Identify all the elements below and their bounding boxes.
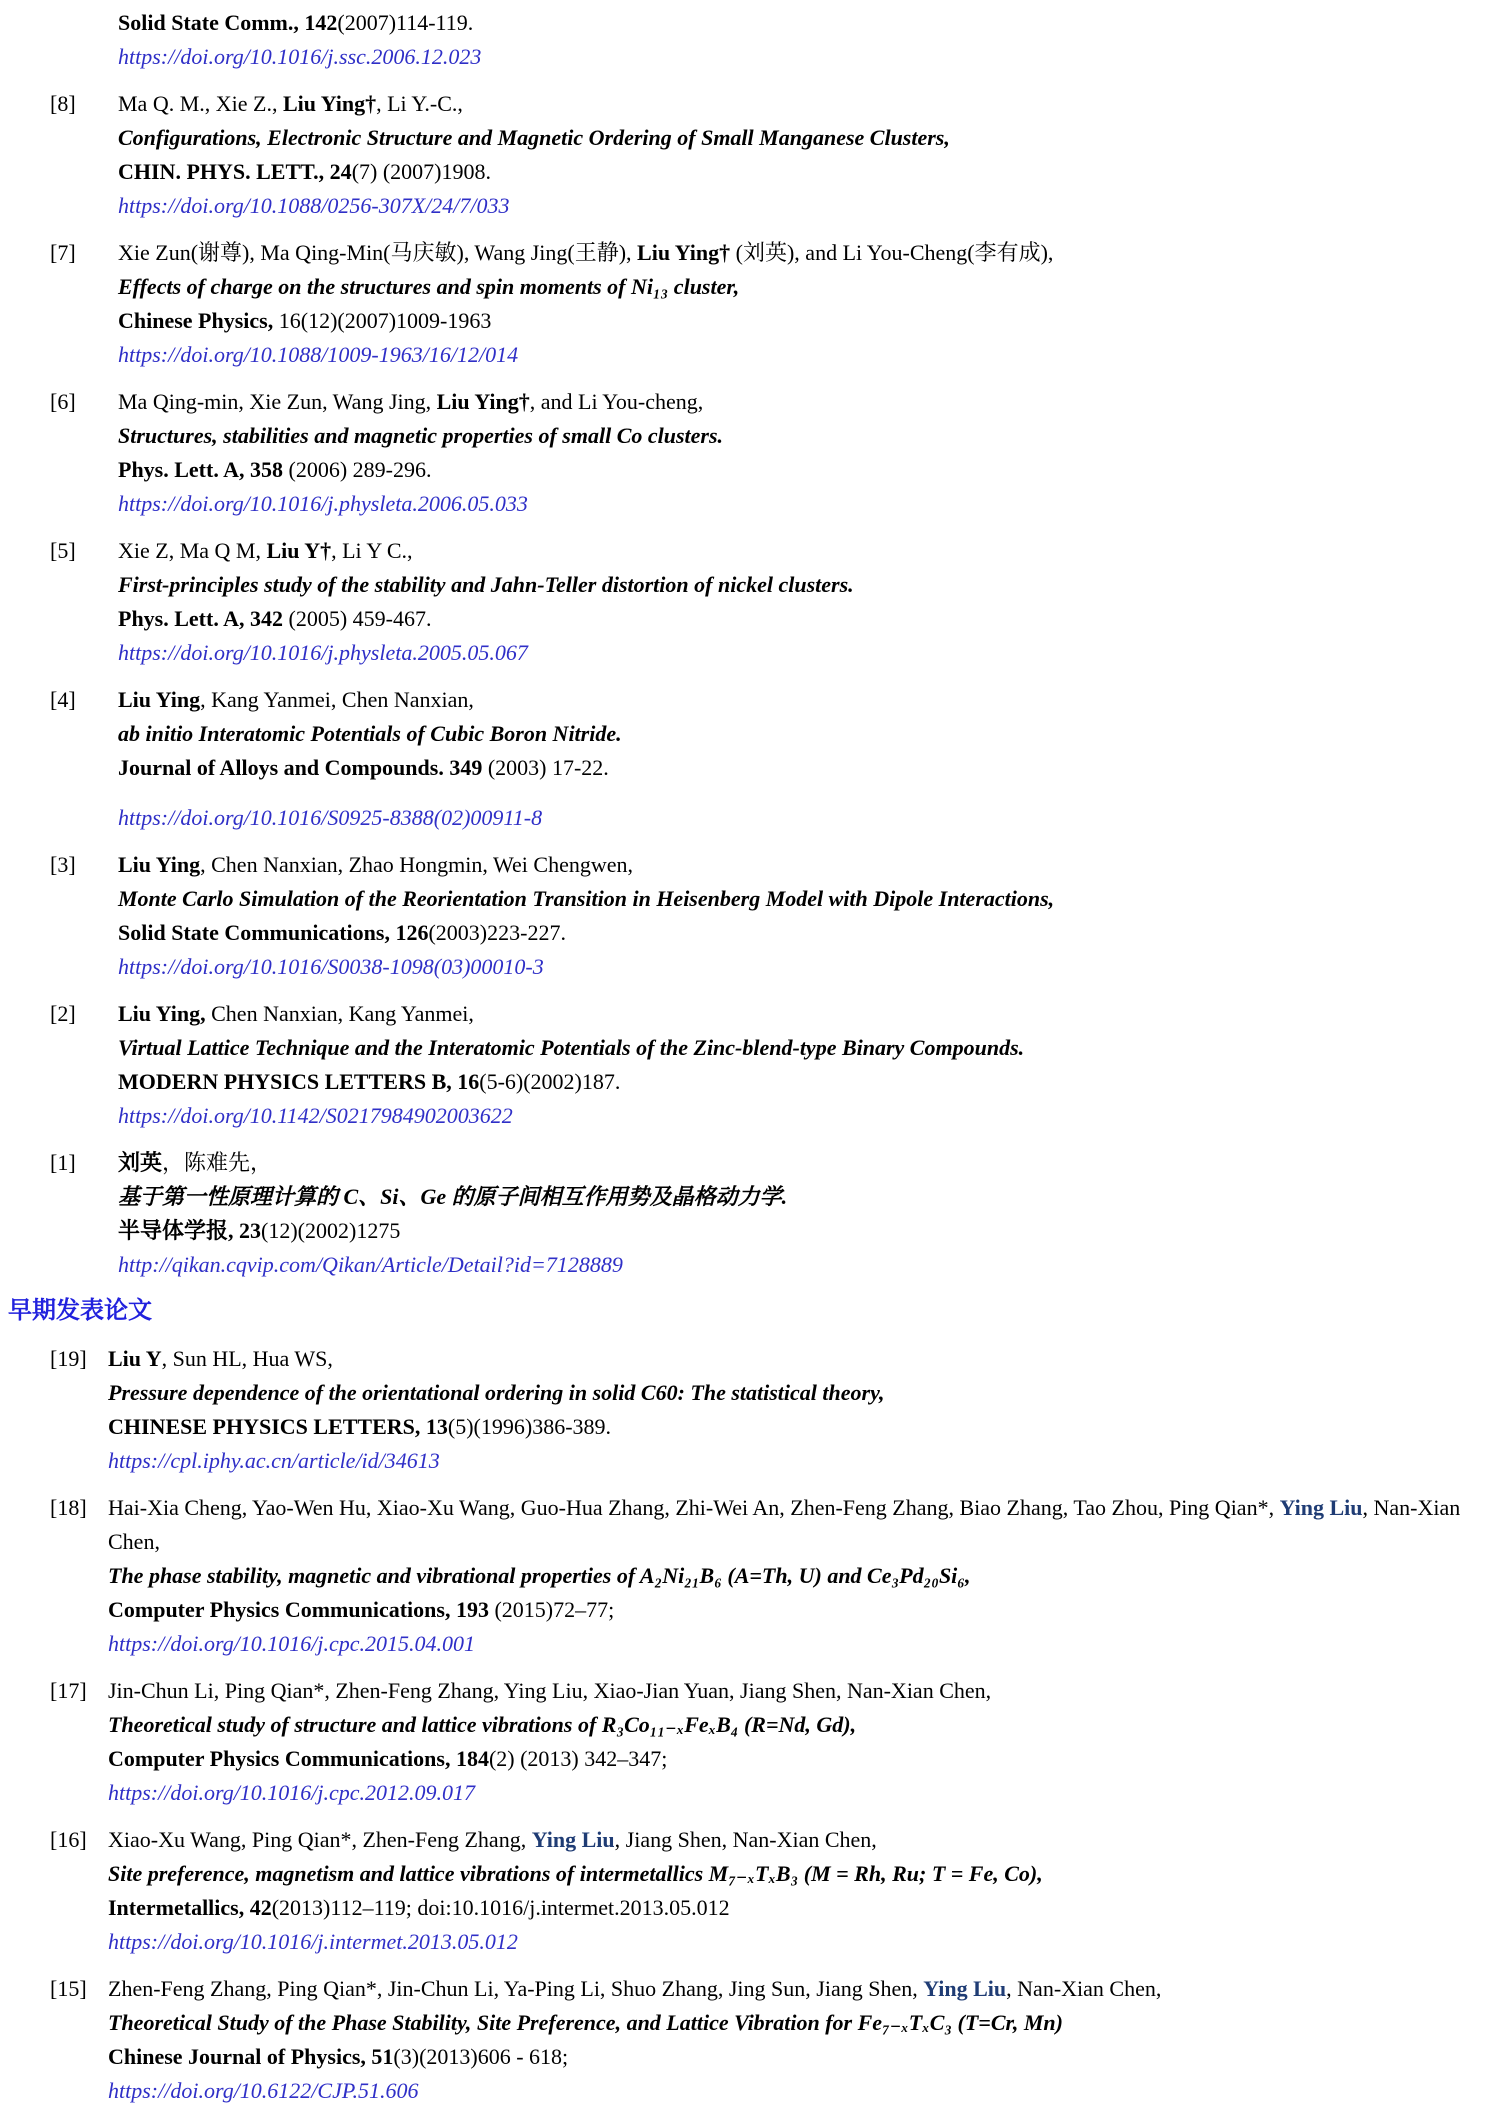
reference-item <box>50 534 1500 670</box>
reference-journal <box>108 1410 1496 1444</box>
text-segment: 16(12)(2007)1009-1963 <box>273 308 492 333</box>
reference-number: [8] <box>50 91 76 116</box>
reference-journal <box>108 2040 1496 2074</box>
reference-title: First-principles study of the stability and Jahn-Teller distortion of nickel clusters. <box>118 572 854 597</box>
reference-title: Configurations, Electronic Structure and Magnetic Ordering of Small Manganese Clusters, <box>118 125 950 150</box>
text-segment: Xie Zun(谢尊), Ma Qing-Min(马庆敏), Wang Jing(王静), <box>118 240 638 265</box>
reference-title: 基于第一性原理计算的 C、Si、Ge 的原子间相互作用势及晶格动力学. <box>118 1184 788 1209</box>
bold-text-segment: CHINESE PHYSICS LETTERS, 13 <box>108 1414 448 1439</box>
reference-journal <box>118 155 1496 189</box>
bold-text-segment: Phys. Lett. A, 358 <box>118 457 283 482</box>
text-segment: , Sun HL, Hua WS, <box>161 1346 333 1371</box>
reference-title: Site preference, magnetism and lattice vibrations of intermetallics M₇₋ₓTₓB₃ (M = Rh, Ru; T = Fe, Co), <box>108 1861 1043 1886</box>
text-segment: Xie Z, Ma Q M, <box>118 538 267 563</box>
reference-doi-link[interactable]: https://doi.org/10.1016/j.cpc.2012.09.017 <box>108 1780 476 1805</box>
reference-title: Monte Carlo Simulation of the Reorientation Transition in Heisenberg Model with Dipole Interactions, <box>118 886 1055 911</box>
reference-title: The phase stability, magnetic and vibrational properties of A₂Ni₂₁B₆ (A=Th, U) and Ce₃Pd₂₀Si₆, <box>108 1563 971 1588</box>
text-segment: ，陈难先， <box>162 1150 273 1175</box>
reference-doi-link[interactable]: https://doi.org/10.1016/S0038-1098(03)00010-3 <box>118 954 544 979</box>
reference-doi-link[interactable]: http://qikan.cqvip.com/Qikan/Article/Detail?id=7128889 <box>118 1252 623 1277</box>
text-segment: (3)(2013)606 - 618; <box>393 2044 569 2069</box>
text-segment: , Nan-Xian Chen, <box>1006 1976 1162 2001</box>
text-segment: (2005) 459-467. <box>283 606 432 631</box>
text-segment: (2003) 17-22. <box>482 755 609 780</box>
bold-text-segment: Solid State Communications, 126 <box>118 920 429 945</box>
reference-title: Pressure dependence of the orientational ordering in solid C60: The statistical theory, <box>108 1380 885 1405</box>
reference-title: Virtual Lattice Technique and the Interatomic Potentials of the Zinc-blend-type Binary Compounds. <box>118 1035 1025 1060</box>
bold-text-segment: Liu Ying† <box>637 240 731 265</box>
text-segment: Jin-Chun Li, Ping Qian*, Zhen-Feng Zhang, Ying Liu, Xiao-Jian Yuan, Jiang Shen, Nan-Xian Chen, <box>108 1678 992 1703</box>
reference-doi-link[interactable]: https://doi.org/10.1016/j.intermet.2013.05.012 <box>108 1929 518 1954</box>
bold-text-segment: Computer Physics Communications, 184 <box>108 1746 489 1771</box>
bold-text-segment: Liu Ying, <box>118 1001 206 1026</box>
reference-item <box>50 1823 1500 1959</box>
reference-journal <box>118 1065 1496 1099</box>
text-segment: , Chen Nanxian, Zhao Hongmin, Wei Chengwen, <box>200 852 633 877</box>
reference-number: [16] <box>50 1827 87 1852</box>
text-segment: (5)(1996)386-389. <box>447 1414 612 1439</box>
bold-text-segment: Liu Ying† <box>436 389 530 414</box>
text-segment: (2013)112–119; doi:10.1016/j.intermet.2013.05.012 <box>271 1895 730 1920</box>
reference-journal <box>118 304 1496 338</box>
reference-authors <box>118 87 1496 121</box>
text-segment: (2) (2013) 342–347; <box>488 1746 668 1771</box>
reference-fragment <box>118 6 1500 74</box>
reference-journal <box>118 751 1496 785</box>
bold-text-segment: Journal of Alloys and Compounds. 349 <box>118 755 483 780</box>
text-segment: Xiao-Xu Wang, Ping Qian*, Zhen-Feng Zhang, <box>108 1827 532 1852</box>
reference-number: [1] <box>50 1150 76 1175</box>
reference-doi-link[interactable]: https://doi.org/10.1016/S0925-8388(02)00911-8 <box>118 805 543 830</box>
reference-item <box>50 848 1500 984</box>
text-segment: , and Li You-cheng, <box>529 389 704 414</box>
reference-number: [5] <box>50 538 76 563</box>
text-segment: Hai-Xia Cheng, Yao-Wen Hu, Xiao-Xu Wang, Guo-Hua Zhang, Zhi-Wei An, Zhen-Feng Zhang, Biao Zhang, Tao Zhou, Ping Qian*, <box>108 1495 1280 1520</box>
reference-number: [19] <box>50 1346 87 1371</box>
text-segment: (12)(2002)1275 <box>261 1218 401 1243</box>
reference-number: [15] <box>50 1976 87 2001</box>
bold-text-segment: Liu Y <box>108 1346 162 1371</box>
bold-text-segment: 半导体学报, 23 <box>118 1218 262 1243</box>
reference-doi-link[interactable]: https://doi.org/10.6122/CJP.51.606 <box>108 2078 419 2103</box>
reference-item <box>50 1146 1500 1282</box>
reference-authors <box>118 385 1496 419</box>
reference-item <box>50 87 1500 223</box>
text-segment: (5-6)(2002)187. <box>479 1069 621 1094</box>
bold-text-segment: Liu Ying <box>118 687 201 712</box>
reference-title: Structures, stabilities and magnetic properties of small Co clusters. <box>118 423 724 448</box>
reference-authors <box>108 1674 1496 1708</box>
bold-text-segment: Solid State Comm., 142 <box>118 10 338 35</box>
text-segment: (2003)223-227. <box>428 920 566 945</box>
reference-authors <box>108 1823 1496 1857</box>
reference-doi-link[interactable]: https://doi.org/10.1016/j.cpc.2015.04.001 <box>108 1631 476 1656</box>
reference-authors <box>108 1491 1496 1559</box>
reference-authors <box>118 848 1496 882</box>
reference-number: [2] <box>50 1001 76 1026</box>
highlighted-author-name: Ying Liu <box>531 1827 615 1852</box>
text-segment: , Jiang Shen, Nan-Xian Chen, <box>614 1827 877 1852</box>
reference-item <box>50 236 1500 372</box>
reference-title: Theoretical study of structure and lattice vibrations of R₃Co₁₁₋ₓFeₓB₄ (R=Nd, Gd), <box>108 1712 857 1737</box>
bold-text-segment: Phys. Lett. A, 342 <box>118 606 283 631</box>
reference-number: [18] <box>50 1495 87 1520</box>
text-segment: Ma Q. M., Xie Z., <box>118 91 283 116</box>
highlighted-author-name: Ying Liu <box>1279 1495 1363 1520</box>
text-segment: , Li Y C., <box>331 538 413 563</box>
reference-title: ab initio Interatomic Potentials of Cubic Boron Nitride. <box>118 721 622 746</box>
reference-authors <box>118 534 1496 568</box>
highlighted-author-name: Ying Liu <box>923 1976 1007 2001</box>
reference-item <box>50 683 1500 835</box>
text-segment: (2015)72–77; <box>488 1597 615 1622</box>
reference-doi-link[interactable]: https://doi.org/10.1016/j.physleta.2006.05.033 <box>118 491 528 516</box>
reference-number: [4] <box>50 687 76 712</box>
reference-journal <box>118 916 1496 950</box>
reference-journal <box>108 1891 1496 1925</box>
reference-authors <box>108 1342 1496 1376</box>
reference-title: Theoretical Study of the Phase Stability, Site Preference, and Lattice Vibration for Fe₇₋ₓTₓC₃ (T=Cr, Mn) <box>108 2010 1063 2035</box>
bold-text-segment: Chinese Physics, <box>118 308 274 333</box>
reference-item <box>50 1972 1500 2108</box>
reference-title: Effects of charge on the structures and spin moments of Ni₁₃ cluster, <box>118 274 740 299</box>
reference-authors <box>118 236 1496 270</box>
bold-text-segment: Liu Ying† <box>282 91 377 116</box>
reference-item <box>50 1342 1500 1478</box>
bold-text-segment: Liu Ying <box>118 852 201 877</box>
text-segment: , Nan-Xian Chen, <box>108 1495 1461 1554</box>
reference-item <box>50 1491 1500 1661</box>
early-papers-heading: 早期发表论文 <box>8 1298 152 1324</box>
early-publications-list <box>0 1342 1500 2108</box>
reference-number: [6] <box>50 389 76 414</box>
reference-doi-link[interactable]: https://cpl.iphy.ac.cn/article/id/34613 <box>108 1448 440 1473</box>
text-segment: (2007)114-119. <box>337 10 474 35</box>
reference-number: [7] <box>50 240 76 265</box>
text-segment: , Kang Yanmei, Chen Nanxian, <box>200 687 474 712</box>
bold-text-segment: Intermetallics, 42 <box>108 1895 272 1920</box>
reference-doi-link[interactable]: https://doi.org/10.1016/j.physleta.2005.05.067 <box>118 640 528 665</box>
bold-text-segment: Liu Y† <box>266 538 332 563</box>
reference-item <box>50 997 1500 1133</box>
fragment-doi-link[interactable]: https://doi.org/10.1016/j.ssc.2006.12.023 <box>118 44 482 69</box>
text-segment: , Li Y.-C., <box>376 91 463 116</box>
bold-text-segment: Chinese Journal of Physics, 51 <box>108 2044 394 2069</box>
reference-item <box>50 1674 1500 1810</box>
text-segment: Ma Qing-min, Xie Zun, Wang Jing, <box>118 389 437 414</box>
bold-text-segment: MODERN PHYSICS LETTERS B, 16 <box>118 1069 480 1094</box>
reference-doi-link[interactable]: https://doi.org/10.1088/0256-307X/24/7/033 <box>118 193 510 218</box>
bold-text-segment: CHIN. PHYS. LETT., 24 <box>118 159 352 184</box>
reference-journal <box>118 1214 1496 1248</box>
text-segment: (刘英), and Li You-Cheng(李有成), <box>730 240 1054 265</box>
reference-authors <box>108 1972 1496 2006</box>
reference-journal <box>118 602 1496 636</box>
reference-journal <box>108 1742 1496 1776</box>
reference-authors <box>118 1146 1496 1180</box>
text-segment: Zhen-Feng Zhang, Ping Qian*, Jin-Chun Li, Ya-Ping Li, Shuo Zhang, Jing Sun, Jiang Shen, <box>108 1976 924 2001</box>
reference-doi-link[interactable]: https://doi.org/10.1088/1009-1963/16/12/014 <box>118 342 519 367</box>
reference-journal <box>108 1593 1496 1627</box>
recent-publications-list <box>0 87 1500 1282</box>
reference-journal <box>118 453 1496 487</box>
reference-item <box>50 385 1500 521</box>
reference-doi-link[interactable]: https://doi.org/10.1142/S0217984902003622 <box>118 1103 513 1128</box>
text-segment: (2006) 289-296. <box>283 457 432 482</box>
bold-text-segment: Computer Physics Communications, 193 <box>108 1597 489 1622</box>
reference-number: [3] <box>50 852 76 877</box>
fragment-journal-line <box>118 6 1500 40</box>
reference-authors <box>118 997 1496 1031</box>
text-segment: (7) (2007)1908. <box>351 159 491 184</box>
text-segment: Chen Nanxian, Kang Yanmei, <box>205 1001 474 1026</box>
bold-text-segment: 刘英 <box>118 1150 163 1175</box>
reference-number: [17] <box>50 1678 87 1703</box>
reference-authors <box>118 683 1496 717</box>
